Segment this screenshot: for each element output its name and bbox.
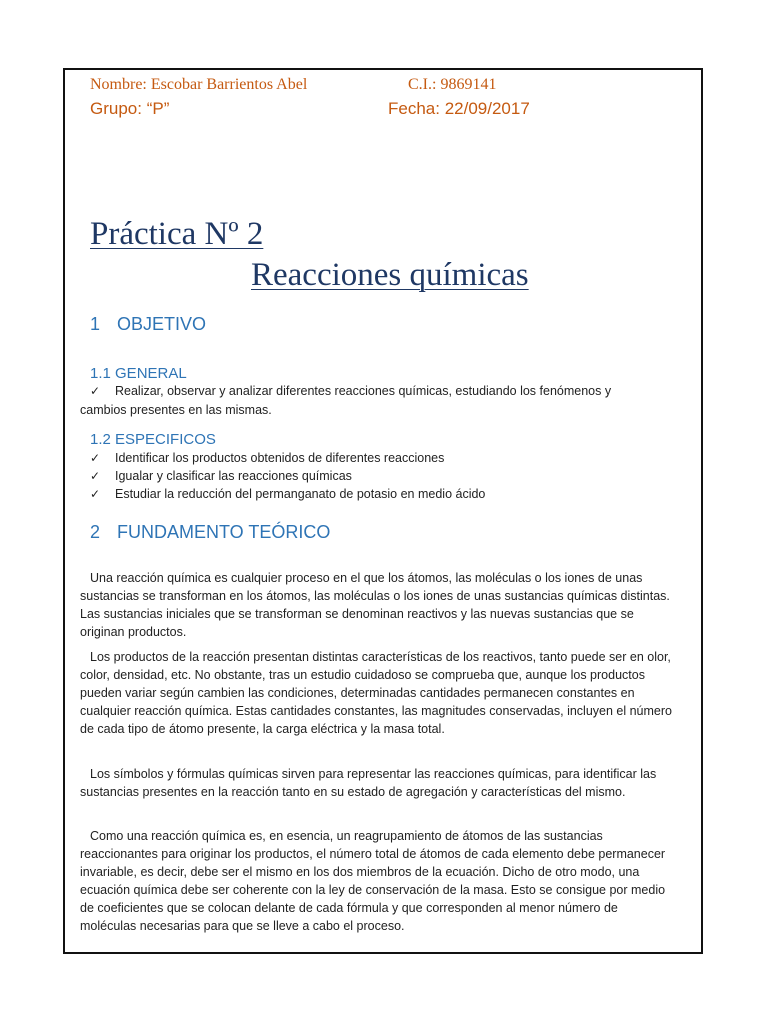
section-objetivo-heading: [90, 314, 206, 335]
list-item: [90, 487, 485, 501]
check-icon: ✓: [90, 384, 101, 398]
page-border: [63, 68, 703, 954]
paragraph: Los productos de la reacción presentan distintas características de los reactivos, tanto puede ser en olor, color, densidad, etc. No obstante, tras un estudio cuidadoso se comprueba que, aunque los productos pueden variar según cambien las condiciones, determinadas cantidades permanecen constantes en cualquier reacción química. Estas cantidades constantes, las magnitudes conservadas, incluyen el número de cada tipo de átomo presente, la carga eléctrica y la masa total.: [80, 650, 672, 736]
practice-subtitle: Reacciones químicas: [251, 257, 529, 293]
check-icon: ✓: [90, 487, 101, 501]
section-title: FUNDAMENTO TEÓRICO: [117, 522, 331, 542]
list-item-text: Realizar, observar y analizar diferentes reacciones químicas, estudiando los fenómenos y: [115, 384, 612, 398]
practice-title: Práctica Nº 2: [90, 216, 264, 252]
list-item-text: Igualar y clasificar las reacciones químicas: [115, 469, 352, 483]
list-item-text: Estudiar la reducción del permanganato de potasio en medio ácido: [115, 487, 486, 501]
paragraph: Como una reacción química es, en esencia, un reagrupamiento de átomos de las sustancias reaccionantes para originar los productos, el número total de átomos de cada elemento debe permanecer invariable, es decir, debe ser el mismo en los dos miembros de la ecuación. Dicho de otro modo, una ecuación química debe ser coherente con la ley de conservación de la masa. Esto se consigue por medio de coeficientes que se colocan delante de cada fórmula y que corresponden al menor número de moléculas necesarias para que se lleve a cabo el proceso.: [80, 829, 666, 933]
paragraph: Una reacción química es cualquier proceso en el que los átomos, las moléculas o los iones de unas sustancias se transforman en los átomos, las moléculas o los iones de unas sustancias químicas distintas. Las sustancias iniciales que se transforman se denominan reactivos y las nuevas sustancias que se originan productos.: [80, 571, 670, 639]
subsection-especificos-heading: 1.2 ESPECIFICOS: [90, 431, 216, 448]
list-item: [90, 384, 611, 398]
list-item-text: cambios presentes en las mismas.: [80, 403, 272, 417]
subsection-general-heading: 1.1 GENERAL: [90, 365, 187, 382]
section-fundamento-heading: [90, 522, 330, 543]
section-number: 1: [90, 314, 101, 334]
student-ci: C.I.: 9869141: [408, 76, 497, 93]
student-group: Grupo: “P”: [90, 99, 170, 118]
list-item-text: Identificar los productos obtenidos de diferentes reacciones: [115, 451, 445, 465]
section-number: 2: [90, 522, 101, 542]
paragraph: Los símbolos y fórmulas químicas sirven para representar las reacciones químicas, para identificar las sustancias presentes en la reacción tanto en su estado de agregación y características del mismo.: [80, 767, 657, 799]
list-item: [90, 451, 444, 465]
list-item: [90, 469, 352, 483]
student-name: Nombre: Escobar Barrientos Abel: [90, 76, 308, 93]
report-date: Fecha: 22/09/2017: [388, 99, 530, 118]
check-icon: ✓: [90, 469, 101, 483]
list-item-continuation: [80, 403, 272, 417]
check-icon: ✓: [90, 451, 101, 465]
section-title: OBJETIVO: [117, 314, 207, 334]
